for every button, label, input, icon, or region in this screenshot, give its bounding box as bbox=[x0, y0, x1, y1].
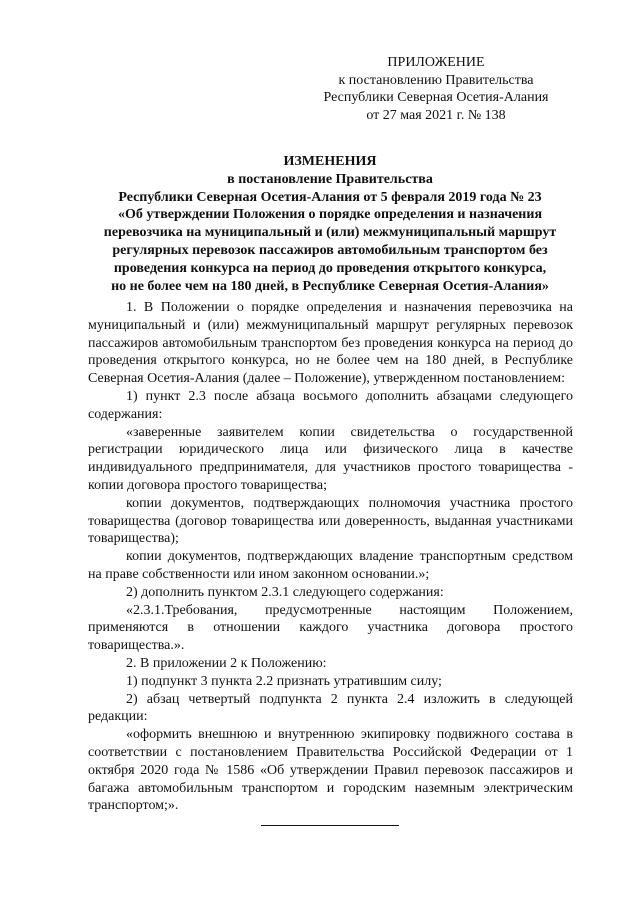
paragraph-7: «2.3.1.Требования, предусмотренные настоящим Положением, применяются в отношении каждого участника договора простого товарищества.». bbox=[88, 602, 573, 654]
title-line-3: Республики Северная Осетия-Алания от 5 февраля 2019 года № 23 bbox=[118, 189, 542, 205]
paragraph-6: 2) дополнить пунктом 2.3.1 следующего содержания: bbox=[126, 584, 444, 600]
document-body bbox=[88, 299, 573, 815]
title-line-7: проведения конкурса на период до проведения открытого конкурса, bbox=[113, 260, 547, 276]
document-title bbox=[78, 153, 582, 295]
title-line-5: перевозчика на муниципальный и (или) межмуниципальный маршрут bbox=[103, 225, 557, 241]
appendix-header bbox=[300, 54, 572, 124]
paragraph-4: копии документов, подтверждающих полномочия участника простого товарищества (договор товарищества или доверенность, выданная участниками товарищества); bbox=[88, 495, 573, 547]
title-line-6: регулярных перевозок пассажиров автомобильным транспортом без bbox=[112, 242, 548, 258]
title-line-1: ИЗМЕНЕНИЯ bbox=[283, 154, 377, 169]
appendix-republic: Республики Северная Осетия-Алания bbox=[323, 90, 549, 105]
paragraph-8: 2. В приложении 2 к Положению: bbox=[126, 655, 327, 671]
appendix-date-number: от 27 мая 2021 г. № 138 bbox=[366, 107, 506, 123]
paragraph-5: копии документов, подтверждающих владение транспортным средством на праве собственности или ином законном основании.»; bbox=[88, 549, 573, 582]
paragraph-10: 2) абзац четвертый подпункта 2 пункта 2.4 изложить в следующей редакции: bbox=[88, 691, 573, 725]
paragraph-2: 1) пункт 2.3 после абзаца восьмого дополнить абзацами следующего содержания: bbox=[88, 388, 573, 422]
paragraph-9: 1) подпункт 3 пункта 2.2 признать утратившим силу; bbox=[126, 673, 442, 689]
appendix-label: ПРИЛОЖЕНИЕ bbox=[387, 55, 485, 70]
end-divider bbox=[261, 825, 399, 826]
appendix-to-resolution: к постановлению Правительства bbox=[338, 72, 534, 88]
title-line-4: «Об утверждении Положения о порядке определения и назначения bbox=[117, 207, 543, 223]
title-line-8: но не более чем на 180 дней, в Республике Северная Осетия-Алания» bbox=[111, 278, 549, 294]
title-line-2: в постановление Правительства bbox=[227, 171, 433, 187]
paragraph-1: 1. В Положении о порядке определения и назначения перевозчика на муниципальный и (или) межмуниципальный маршрут регулярных перевозок пассажиров автомобильным транспортом без проведения конкурса на период до проведения открытого конкурса, но не более чем на 180 дней, в Республике Северная Осетия-Алания (далее – Положение), утвержденном постановлением: bbox=[88, 300, 573, 387]
paragraph-3: «заверенные заявителем копии свидетельства о государственной регистрации юридического лица или физического лица в качестве индивидуального предпринимателя, для участников простого товарищества - копии договора простого товарищества; bbox=[88, 424, 573, 493]
paragraph-11: «оформить внешнюю и внутреннюю экипировку подвижного состава в соответствии с постановлением Правительства Российской Федерации от 1 октября 2020 года № 1586 «Об утверждении Правил перевозок пассажиров и багажа автомобильным транспортом и городским наземным электрическим транспортом;». bbox=[88, 727, 573, 814]
